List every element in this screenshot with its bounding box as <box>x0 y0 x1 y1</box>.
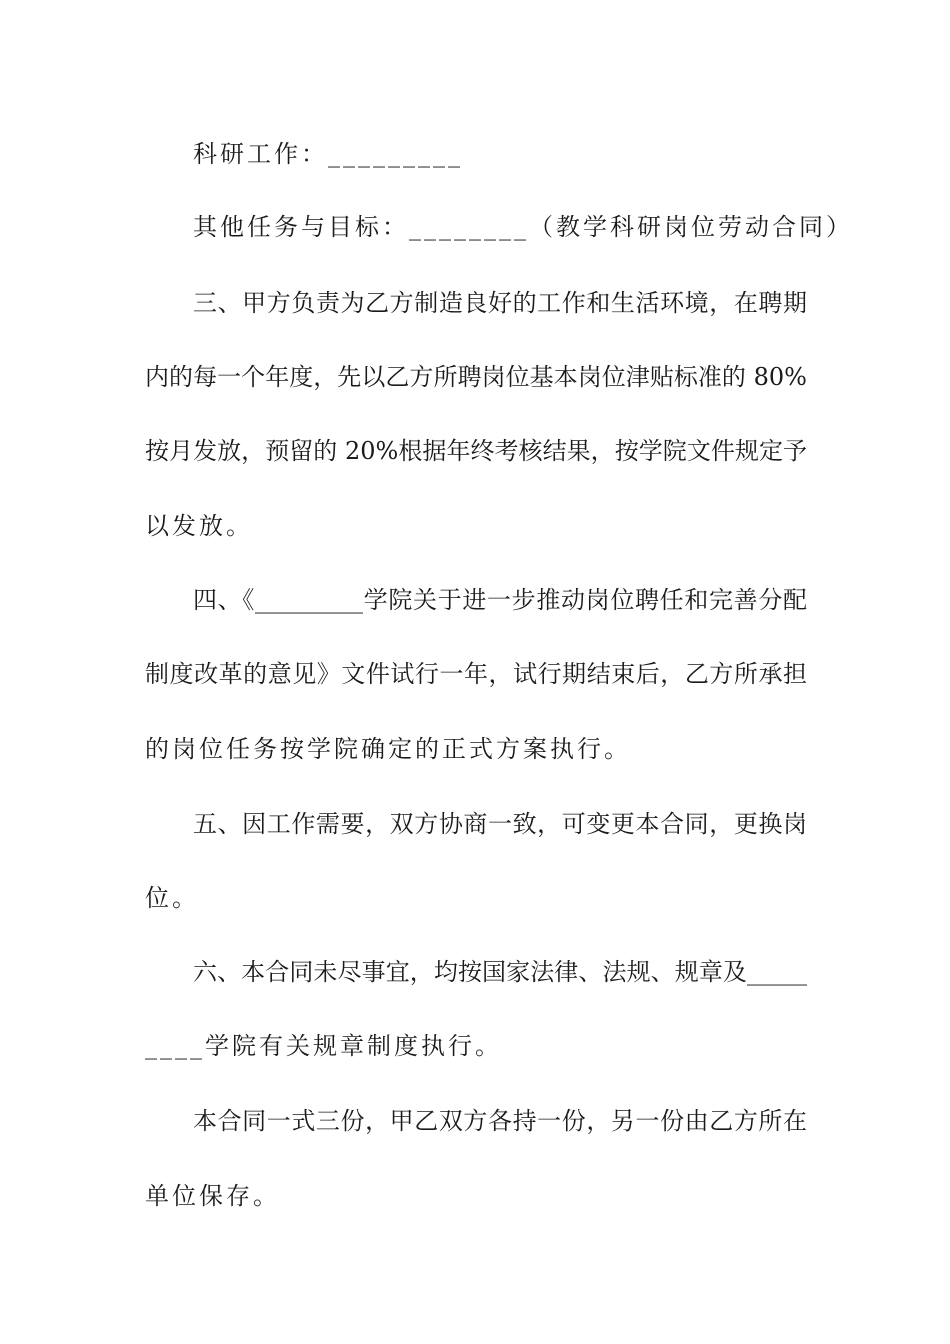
copies-clause-line-2: 单位保存。 <box>145 1182 280 1210</box>
clause-four-line-2: 制度改革的意见》文件试行一年，试行期结束后，乙方所承担 <box>145 660 807 688</box>
other-tasks-line: 其他任务与目标：________（教学科研岗位劳动合同） <box>193 213 853 241</box>
clause-four-line-3: 的岗位任务按学院确定的正式方案执行。 <box>145 735 631 763</box>
clause-three-line-3: 按月发放，预留的 20%根据年终考核结果，按学院文件规定予 <box>145 437 807 465</box>
clause-three-line-1: 三、甲方负责为乙方制造良好的工作和生活环境，在聘期 <box>193 289 807 317</box>
clause-five-line-2: 位。 <box>145 884 199 912</box>
clause-three-line-4: 以发放。 <box>145 512 253 540</box>
clause-three-line-2: 内的每一个年度，先以乙方所聘岗位基本岗位津贴标准的 80% <box>145 363 807 391</box>
clause-six-line-2: ____学院有关规章制度执行。 <box>145 1032 502 1060</box>
clause-four-line-1: 四、《_________学院关于进一步推动岗位聘任和完善分配 <box>193 586 807 614</box>
clause-six-line-1: 六、本合同未尽事宜，均按国家法律、法规、规章及_____ <box>193 958 807 986</box>
clause-five-line-1: 五、因工作需要，双方协商一致，可变更本合同，更换岗 <box>193 810 807 838</box>
copies-clause-line-1: 本合同一式三份，甲乙双方各持一份，另一份由乙方所在 <box>193 1107 807 1135</box>
research-work-line: 科研工作：_________ <box>193 140 463 168</box>
